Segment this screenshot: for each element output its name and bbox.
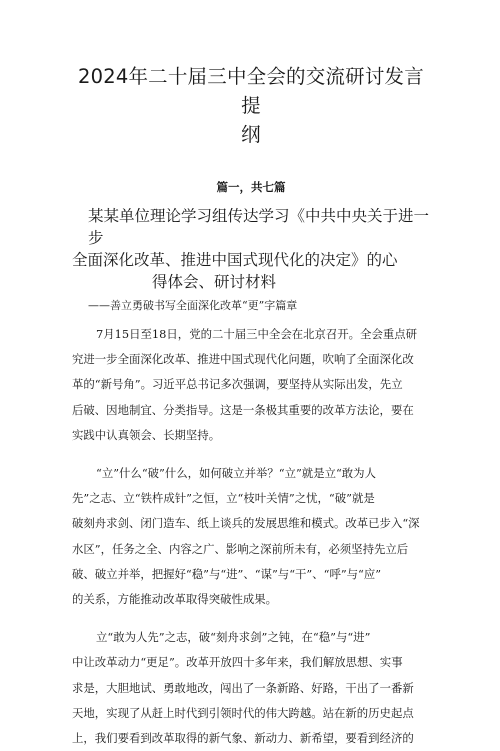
paragraph-line: 上，我们要看到改革取得的新气象、新动力、新希望，要看到经济的 [72, 731, 414, 746]
document-title-line-2: 纲 [241, 123, 261, 146]
paragraph-line: 后破、因地制宜、分类指导。这是一条极其重要的改革方法论，要在 [72, 402, 414, 417]
paragraph-line: 究进一步全面深化改革、推进中国式现代化问题，吹响了全面深化改 [72, 352, 414, 367]
paragraph-line: 先”之志、立“铁杵成针”之恒，立“枝叶关情”之忧，“破”就是 [72, 491, 375, 506]
article-subtitle: ——善立勇破书写全面深化改革“更”字篇章 [88, 299, 298, 312]
article-title [72, 205, 430, 293]
paragraph-line: 求是，大胆地试、勇敢地改，闯出了一条新路、好路，干出了一番新 [72, 680, 414, 695]
paragraph-2 [72, 461, 430, 612]
article-title-line-2: 全面深化改革、推进中国式现代化的决定》的心 [72, 251, 398, 269]
paragraph-line: 立“敢为人先”之志，破“刻舟求剑”之钝，在“稳”与“进” [96, 630, 371, 645]
paragraph-line: 的关系，方能推动改革取得突破性成果。 [72, 592, 278, 607]
article-title-line-1: 某某单位理论学习组传达学习《中共中央关于进一步 [88, 207, 430, 247]
paragraph-line: “立”什么“破”什么，如何破立并举？“立”就是立“敢为人 [96, 466, 376, 481]
paragraph-line: 天地，实现了从赶上时代到引领时代的伟大跨越。站在新的历史起点 [72, 705, 414, 720]
document-title [72, 62, 430, 149]
article-title-line-3: 得体会、研讨材料 [152, 273, 277, 291]
paragraph-3 [72, 625, 430, 751]
paragraph-line: 破、破立并举，把握好“稳”与“进”、“谋”与“干”、“呼”与“应” [72, 566, 382, 581]
paragraph-1 [72, 322, 430, 448]
document-title-line-1: 2024年二十届三中全会的交流研讨发言提 [78, 65, 424, 117]
paragraph-line: 破刻舟求剑、闭门造车、纸上谈兵的发展思维和模式。改革已步入“深 [72, 516, 420, 531]
paragraph-line: 7月15日至18日，党的二十届三中全会在北京召开。全会重点研 [96, 327, 418, 341]
paragraph-line: 革的“新号角”。习近平总书记多次强调，要坚持从实际出发，先立 [72, 377, 403, 392]
paragraph-line: 水区”，任务之全、内容之广、影响之深前所未有，必须坚持先立后 [72, 541, 409, 556]
section-label: 篇一，共七篇 [216, 180, 286, 194]
paragraph-line: 实践中认真领会、长期坚持。 [72, 427, 221, 442]
article-body [72, 322, 430, 751]
paragraph-line: 中让改革动力“更足”。改革开放四十多年来，我们解放思想、实事 [72, 655, 403, 670]
